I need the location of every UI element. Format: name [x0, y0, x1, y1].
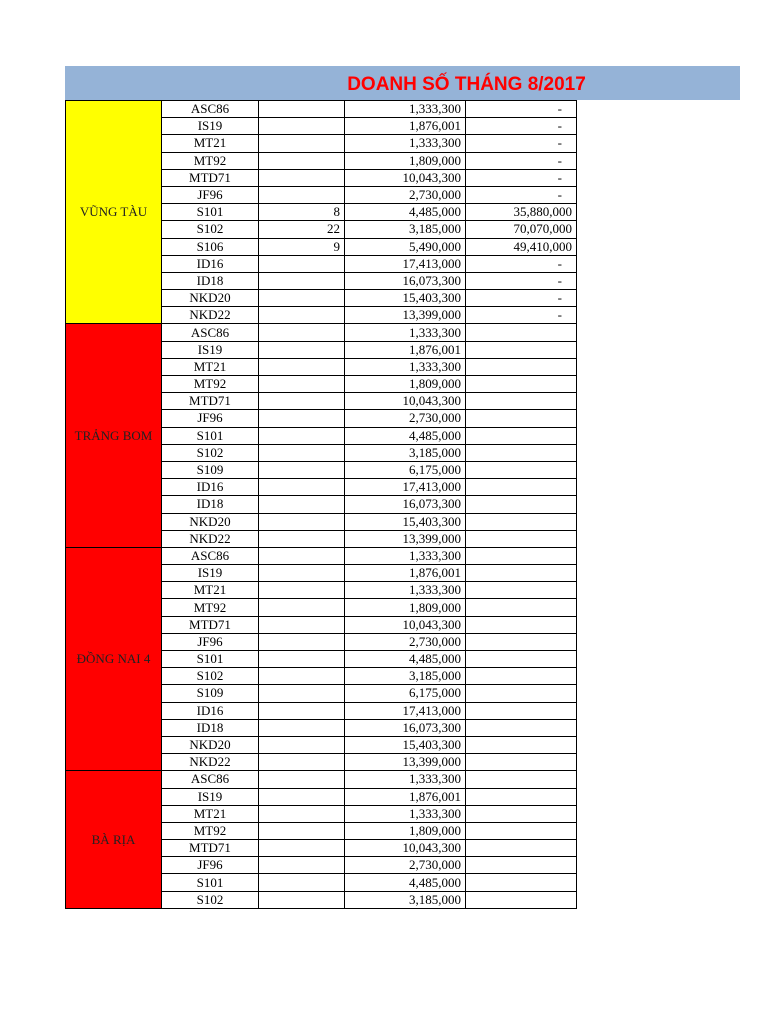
- product-code-cell[interactable]: IS19: [162, 788, 259, 805]
- quantity-cell[interactable]: [259, 169, 345, 186]
- total-cell[interactable]: 70,070,000: [466, 221, 577, 238]
- product-code-cell[interactable]: ASC86: [162, 324, 259, 341]
- table-row: [66, 771, 577, 788]
- price-cell[interactable]: 4,485,000: [345, 427, 466, 444]
- table-row: [66, 101, 577, 118]
- total-cell[interactable]: [466, 616, 577, 633]
- total-cell[interactable]: [466, 324, 577, 341]
- product-code-cell[interactable]: MT21: [162, 805, 259, 822]
- price-cell[interactable]: 10,043,300: [345, 616, 466, 633]
- price-cell[interactable]: 1,333,300: [345, 771, 466, 788]
- product-code-cell[interactable]: MT92: [162, 152, 259, 169]
- price-cell[interactable]: 15,403,300: [345, 513, 466, 530]
- price-cell[interactable]: 1,333,300: [345, 582, 466, 599]
- product-code-cell[interactable]: JF96: [162, 857, 259, 874]
- price-cell[interactable]: 3,185,000: [345, 891, 466, 908]
- price-cell[interactable]: 1,876,001: [345, 788, 466, 805]
- total-cell[interactable]: -: [466, 118, 577, 135]
- total-cell[interactable]: [466, 822, 577, 839]
- price-cell[interactable]: 6,175,000: [345, 461, 466, 478]
- quantity-cell[interactable]: [259, 255, 345, 272]
- total-cell[interactable]: -: [466, 152, 577, 169]
- total-cell[interactable]: [466, 702, 577, 719]
- product-code-cell[interactable]: S101: [162, 427, 259, 444]
- quantity-cell[interactable]: [259, 427, 345, 444]
- quantity-cell[interactable]: [259, 290, 345, 307]
- product-code-cell[interactable]: MT92: [162, 599, 259, 616]
- total-cell[interactable]: [466, 461, 577, 478]
- region-cell[interactable]: TRẢNG BOM: [66, 324, 162, 547]
- quantity-cell[interactable]: [259, 272, 345, 289]
- quantity-cell[interactable]: [259, 513, 345, 530]
- total-cell[interactable]: [466, 840, 577, 857]
- region-cell[interactable]: VŨNG TÀU: [66, 101, 162, 324]
- quantity-cell[interactable]: [259, 788, 345, 805]
- quantity-cell[interactable]: [259, 754, 345, 771]
- quantity-cell[interactable]: [259, 341, 345, 358]
- region-cell[interactable]: BÀ RỊA: [66, 771, 162, 909]
- quantity-cell[interactable]: [259, 582, 345, 599]
- product-code-cell[interactable]: S102: [162, 668, 259, 685]
- total-cell[interactable]: [466, 771, 577, 788]
- price-cell[interactable]: 17,413,000: [345, 702, 466, 719]
- price-cell[interactable]: 1,809,000: [345, 822, 466, 839]
- table-row: [66, 547, 577, 564]
- product-code-cell[interactable]: MT21: [162, 358, 259, 375]
- product-code-cell[interactable]: ASC86: [162, 101, 259, 118]
- product-code-cell[interactable]: NKD20: [162, 513, 259, 530]
- total-cell[interactable]: -: [466, 255, 577, 272]
- product-code-cell[interactable]: ID18: [162, 496, 259, 513]
- product-code-cell[interactable]: MT21: [162, 582, 259, 599]
- total-cell[interactable]: [466, 410, 577, 427]
- price-cell[interactable]: 1,809,000: [345, 599, 466, 616]
- total-cell[interactable]: [466, 719, 577, 736]
- product-code-cell[interactable]: S109: [162, 461, 259, 478]
- product-code-cell[interactable]: NKD20: [162, 290, 259, 307]
- price-cell[interactable]: 10,043,300: [345, 393, 466, 410]
- total-cell[interactable]: [466, 805, 577, 822]
- total-cell[interactable]: -: [466, 307, 577, 324]
- total-cell[interactable]: [466, 599, 577, 616]
- product-code-cell[interactable]: ID18: [162, 272, 259, 289]
- title-bar: [65, 66, 740, 100]
- quantity-cell[interactable]: [259, 771, 345, 788]
- total-cell[interactable]: [466, 685, 577, 702]
- product-code-cell[interactable]: ASC86: [162, 771, 259, 788]
- total-cell[interactable]: -: [466, 135, 577, 152]
- price-cell[interactable]: 2,730,000: [345, 186, 466, 203]
- total-cell[interactable]: [466, 736, 577, 753]
- price-cell[interactable]: 10,043,300: [345, 169, 466, 186]
- quantity-cell[interactable]: [259, 135, 345, 152]
- price-cell[interactable]: 3,185,000: [345, 668, 466, 685]
- total-cell[interactable]: [466, 427, 577, 444]
- price-cell[interactable]: 15,403,300: [345, 736, 466, 753]
- total-cell[interactable]: [466, 582, 577, 599]
- product-code-cell[interactable]: MT92: [162, 376, 259, 393]
- product-code-cell[interactable]: NKD22: [162, 530, 259, 547]
- price-cell[interactable]: 4,485,000: [345, 874, 466, 891]
- product-code-cell[interactable]: ID16: [162, 479, 259, 496]
- total-cell[interactable]: [466, 668, 577, 685]
- price-cell[interactable]: 2,730,000: [345, 857, 466, 874]
- total-cell[interactable]: [466, 788, 577, 805]
- price-cell[interactable]: 1,333,300: [345, 358, 466, 375]
- price-cell[interactable]: 1,876,001: [345, 341, 466, 358]
- quantity-cell[interactable]: [259, 736, 345, 753]
- quantity-cell[interactable]: [259, 496, 345, 513]
- total-cell[interactable]: -: [466, 290, 577, 307]
- quantity-cell[interactable]: [259, 651, 345, 668]
- price-cell[interactable]: 16,073,300: [345, 719, 466, 736]
- total-cell[interactable]: [466, 358, 577, 375]
- quantity-cell[interactable]: [259, 565, 345, 582]
- quantity-cell[interactable]: [259, 358, 345, 375]
- product-code-cell[interactable]: JF96: [162, 633, 259, 650]
- quantity-cell[interactable]: [259, 410, 345, 427]
- region-cell[interactable]: ĐỒNG NAI 4: [66, 547, 162, 770]
- product-code-cell[interactable]: S102: [162, 221, 259, 238]
- quantity-cell[interactable]: [259, 307, 345, 324]
- product-code-cell[interactable]: NKD22: [162, 754, 259, 771]
- total-cell[interactable]: [466, 376, 577, 393]
- total-cell[interactable]: -: [466, 272, 577, 289]
- quantity-cell[interactable]: [259, 393, 345, 410]
- price-cell[interactable]: 1,333,300: [345, 135, 466, 152]
- quantity-cell[interactable]: [259, 547, 345, 564]
- product-code-cell[interactable]: IS19: [162, 341, 259, 358]
- quantity-cell[interactable]: [259, 186, 345, 203]
- quantity-cell[interactable]: [259, 599, 345, 616]
- product-code-cell[interactable]: S106: [162, 238, 259, 255]
- quantity-cell[interactable]: [259, 719, 345, 736]
- price-cell[interactable]: 1,876,001: [345, 565, 466, 582]
- price-cell[interactable]: 1,333,300: [345, 547, 466, 564]
- price-cell[interactable]: 3,185,000: [345, 221, 466, 238]
- price-cell[interactable]: 13,399,000: [345, 754, 466, 771]
- product-code-cell[interactable]: MT92: [162, 822, 259, 839]
- product-code-cell[interactable]: S102: [162, 891, 259, 908]
- price-cell[interactable]: 17,413,000: [345, 479, 466, 496]
- quantity-cell[interactable]: [259, 461, 345, 478]
- quantity-cell[interactable]: [259, 101, 345, 118]
- price-cell[interactable]: 1,333,300: [345, 324, 466, 341]
- total-cell[interactable]: [466, 565, 577, 582]
- total-cell[interactable]: -: [466, 169, 577, 186]
- price-cell[interactable]: 5,490,000: [345, 238, 466, 255]
- product-code-cell[interactable]: ID16: [162, 702, 259, 719]
- quantity-cell[interactable]: [259, 616, 345, 633]
- quantity-cell[interactable]: [259, 324, 345, 341]
- total-cell[interactable]: -: [466, 101, 577, 118]
- price-cell[interactable]: 15,403,300: [345, 290, 466, 307]
- product-code-cell[interactable]: NKD22: [162, 307, 259, 324]
- price-cell[interactable]: 1,333,300: [345, 805, 466, 822]
- total-cell[interactable]: [466, 341, 577, 358]
- price-cell[interactable]: 4,485,000: [345, 204, 466, 221]
- price-cell[interactable]: 13,399,000: [345, 530, 466, 547]
- price-cell[interactable]: 10,043,300: [345, 840, 466, 857]
- quantity-cell[interactable]: [259, 479, 345, 496]
- product-code-cell[interactable]: IS19: [162, 565, 259, 582]
- price-cell[interactable]: 6,175,000: [345, 685, 466, 702]
- quantity-cell[interactable]: [259, 152, 345, 169]
- product-code-cell[interactable]: MTD71: [162, 393, 259, 410]
- quantity-cell[interactable]: [259, 685, 345, 702]
- price-cell[interactable]: 13,399,000: [345, 307, 466, 324]
- total-cell[interactable]: [466, 513, 577, 530]
- total-cell[interactable]: [466, 857, 577, 874]
- price-cell[interactable]: 1,333,300: [345, 101, 466, 118]
- product-code-cell[interactable]: IS19: [162, 118, 259, 135]
- price-cell[interactable]: 4,485,000: [345, 651, 466, 668]
- total-cell[interactable]: [466, 547, 577, 564]
- quantity-cell[interactable]: [259, 118, 345, 135]
- quantity-cell[interactable]: [259, 668, 345, 685]
- price-cell[interactable]: 16,073,300: [345, 496, 466, 513]
- price-cell[interactable]: 1,876,001: [345, 118, 466, 135]
- quantity-cell[interactable]: 9: [259, 238, 345, 255]
- total-cell[interactable]: [466, 530, 577, 547]
- quantity-cell[interactable]: [259, 857, 345, 874]
- price-cell[interactable]: 1,809,000: [345, 376, 466, 393]
- product-code-cell[interactable]: MT21: [162, 135, 259, 152]
- quantity-cell[interactable]: 8: [259, 204, 345, 221]
- quantity-cell[interactable]: [259, 874, 345, 891]
- product-code-cell[interactable]: JF96: [162, 410, 259, 427]
- product-code-cell[interactable]: MTD71: [162, 616, 259, 633]
- product-code-cell[interactable]: ASC86: [162, 547, 259, 564]
- total-cell[interactable]: [466, 496, 577, 513]
- price-cell[interactable]: 2,730,000: [345, 633, 466, 650]
- quantity-cell[interactable]: [259, 376, 345, 393]
- total-cell[interactable]: [466, 633, 577, 650]
- product-code-cell[interactable]: S109: [162, 685, 259, 702]
- total-cell[interactable]: [466, 874, 577, 891]
- total-cell[interactable]: [466, 444, 577, 461]
- price-cell[interactable]: 16,073,300: [345, 272, 466, 289]
- product-code-cell[interactable]: ID16: [162, 255, 259, 272]
- total-cell[interactable]: [466, 754, 577, 771]
- price-cell[interactable]: 17,413,000: [345, 255, 466, 272]
- total-cell[interactable]: -: [466, 186, 577, 203]
- total-cell[interactable]: [466, 651, 577, 668]
- price-cell[interactable]: 3,185,000: [345, 444, 466, 461]
- quantity-cell[interactable]: [259, 444, 345, 461]
- table-row: [66, 324, 577, 341]
- total-cell[interactable]: [466, 393, 577, 410]
- sheet-title: DOANH SỐ THÁNG 8/2017: [347, 74, 586, 95]
- total-cell[interactable]: 35,880,000: [466, 204, 577, 221]
- quantity-cell[interactable]: 22: [259, 221, 345, 238]
- product-code-cell[interactable]: MTD71: [162, 840, 259, 857]
- table-body: [66, 101, 577, 909]
- product-code-cell[interactable]: JF96: [162, 186, 259, 203]
- product-code-cell[interactable]: S101: [162, 874, 259, 891]
- quantity-cell[interactable]: [259, 805, 345, 822]
- product-code-cell[interactable]: S102: [162, 444, 259, 461]
- quantity-cell[interactable]: [259, 822, 345, 839]
- quantity-cell[interactable]: [259, 702, 345, 719]
- product-code-cell[interactable]: NKD20: [162, 736, 259, 753]
- total-cell[interactable]: [466, 479, 577, 496]
- quantity-cell[interactable]: [259, 840, 345, 857]
- spreadsheet: [65, 66, 740, 909]
- total-cell[interactable]: 49,410,000: [466, 238, 577, 255]
- quantity-cell[interactable]: [259, 530, 345, 547]
- price-cell[interactable]: 1,809,000: [345, 152, 466, 169]
- product-code-cell[interactable]: MTD71: [162, 169, 259, 186]
- sales-table: [65, 100, 577, 909]
- quantity-cell[interactable]: [259, 891, 345, 908]
- product-code-cell[interactable]: S101: [162, 204, 259, 221]
- total-cell[interactable]: [466, 891, 577, 908]
- product-code-cell[interactable]: ID18: [162, 719, 259, 736]
- product-code-cell[interactable]: S101: [162, 651, 259, 668]
- quantity-cell[interactable]: [259, 633, 345, 650]
- price-cell[interactable]: 2,730,000: [345, 410, 466, 427]
